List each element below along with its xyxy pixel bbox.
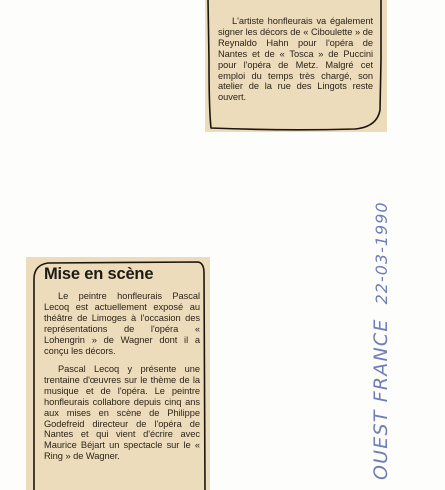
clipping-bottom (26, 257, 210, 490)
article-paragraph-1: Le peintre honfleurais Pascal Lecoq est actuellement exposé au théâtre de Limoges à l'occasion des représentations de l'opéra « Lohengrin » de Wagner dont il a conçu les décors. (44, 291, 200, 356)
article-paragraph-top: L'artiste honfleurais va également signer les décors de « Ciboulette » de Reynaldo Hahn pour l'opéra de Nantes et de « Tosca » de Puccini pour l'opéra de Metz. Malgré cet emploi du temps très chargé, son atelier de la rue des Lingots reste ouvert. (218, 16, 373, 103)
handwritten-source: OUEST FRANCE (370, 318, 392, 480)
article-paragraph-2: Pascal Lecoq y présente une trentaine d'œuvres sur le thème de la musique et de l'opéra. Le peintre honfleurais collabore depuis cinq ans aux mises en scène de Philippe Godefreid directeur de l'opéra de Nantes et qui vient d'écrire avec Maurice Béjart un spectacle sur le « Ring » de Wagner. (44, 364, 200, 462)
handwritten-source-note (370, 201, 392, 480)
article-heading: Mise en scène (44, 265, 154, 283)
handwritten-date: 22-03-1990 (372, 201, 391, 305)
clipping-top (205, 0, 387, 132)
